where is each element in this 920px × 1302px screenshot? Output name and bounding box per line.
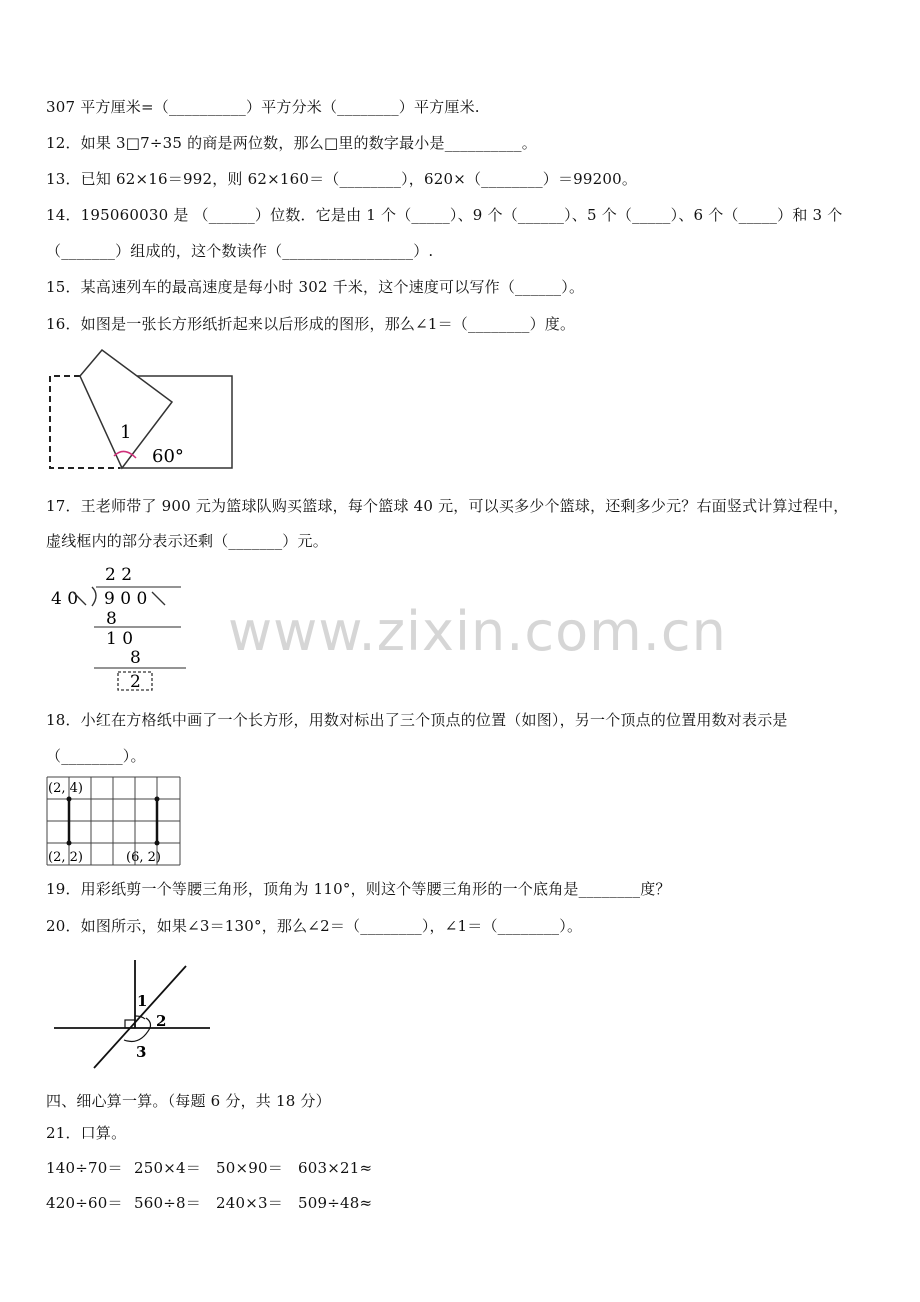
- calc-item: 140÷70＝: [46, 1159, 123, 1177]
- question-21: 21．口算。: [46, 1124, 127, 1142]
- fig20-label-1: 1: [137, 992, 148, 1010]
- fig18-label-p2: (2, 2): [48, 850, 83, 865]
- fig20-arc-2: [146, 1018, 151, 1028]
- question-18-line1: 18．小红在方格纸中画了一个长方形，用数对标出了三个顶点的位置（如图），另一个顶点的位置用数对表示是: [46, 711, 788, 729]
- question-14-line2: （_______）组成的，这个数读作（_________________）.: [46, 242, 434, 260]
- calc-item: 420÷60＝: [46, 1194, 123, 1212]
- calc-row-1: [46, 1158, 372, 1178]
- fig17-step2: 1 0: [106, 629, 134, 649]
- fig17-long-division: [48, 562, 188, 694]
- fig18-grid: [46, 776, 182, 868]
- fig17-remainder: 2: [130, 672, 141, 692]
- calc-item: 603×21≈: [298, 1159, 373, 1177]
- fig16-label-1: 1: [120, 422, 132, 443]
- calc-item: 240×3＝: [216, 1194, 283, 1212]
- fig17-divisor: 4 0: [51, 589, 79, 609]
- fig18-label-p1: (2, 4): [48, 781, 83, 796]
- calc-item: 50×90＝: [216, 1159, 283, 1177]
- section-4-heading: 四、细心算一算。（每题 6 分，共 18 分）: [46, 1092, 331, 1110]
- fig16-label-60: 60°: [152, 446, 184, 467]
- calc-row-2: [46, 1193, 372, 1213]
- fig18-point-2-2: [67, 841, 72, 846]
- question-15: 15．某高速列车的最高速度是每小时 302 千米，这个速度可以写作（______）。: [46, 278, 585, 296]
- fig18-point-2-4: [67, 797, 72, 802]
- fig17-step3: 8: [130, 648, 141, 668]
- question-19: 19．用彩纸剪一个等腰三角形，顶角为 110°，则这个等腰三角形的一个底角是________度？: [46, 880, 671, 898]
- calc-item: 250×4＝: [134, 1159, 201, 1177]
- fig18-point-6-4: [155, 797, 160, 802]
- question-16: 16．如图是一张长方形纸折起来以后形成的图形，那么∠1＝（________）度。: [46, 315, 576, 333]
- question-12: 12．如果 3□7÷35 的商是两位数，那么□里的数字最小是__________。: [46, 134, 537, 152]
- question-14-line1: 14．195060030 是 （______）位数．它是由 1 个（_____）、9 个（______）、5 个（_____）、6 个（_____）和 3 个: [46, 206, 843, 224]
- watermark: www.zixin.com.cn: [228, 600, 727, 663]
- fig17-dividend: 9 0 0: [104, 589, 148, 609]
- fig17-bracket: [92, 587, 96, 606]
- question-20: 20．如图所示，如果∠3＝130°，那么∠2＝（________），∠1＝（________）。: [46, 917, 583, 935]
- question-17-line2: 虚线框内的部分表示还剩（_______）元。: [46, 532, 328, 550]
- question-13: 13．已知 62×16＝992，则 62×160＝（________），620×（________）＝99200。: [46, 170, 638, 188]
- question-prev-tail: 307 平方厘米=（__________）平方分米（________）平方厘米.: [46, 98, 480, 116]
- fig20-intersecting-lines: [50, 954, 214, 1070]
- question-18-line2: （________）。: [46, 747, 146, 765]
- calc-item: 560÷8＝: [134, 1194, 201, 1212]
- fig18-point-6-2: [155, 841, 160, 846]
- fig17-cross-2: [152, 592, 165, 605]
- fig16-folded-paper: [44, 346, 240, 474]
- fig20-label-3: 3: [136, 1043, 147, 1061]
- fig18-label-p3: (6, 2): [126, 850, 161, 865]
- fig17-step1: 8: [106, 609, 117, 629]
- calc-item: 509÷48≈: [298, 1194, 373, 1212]
- question-17-line1: 17．王老师带了 900 元为篮球队购买篮球，每个篮球 40 元，可以买多少个篮球，还剩多少元？右面竖式计算过程中，: [46, 497, 849, 515]
- fig17-quotient: 2 2: [105, 565, 133, 585]
- fig20-label-2: 2: [156, 1012, 167, 1030]
